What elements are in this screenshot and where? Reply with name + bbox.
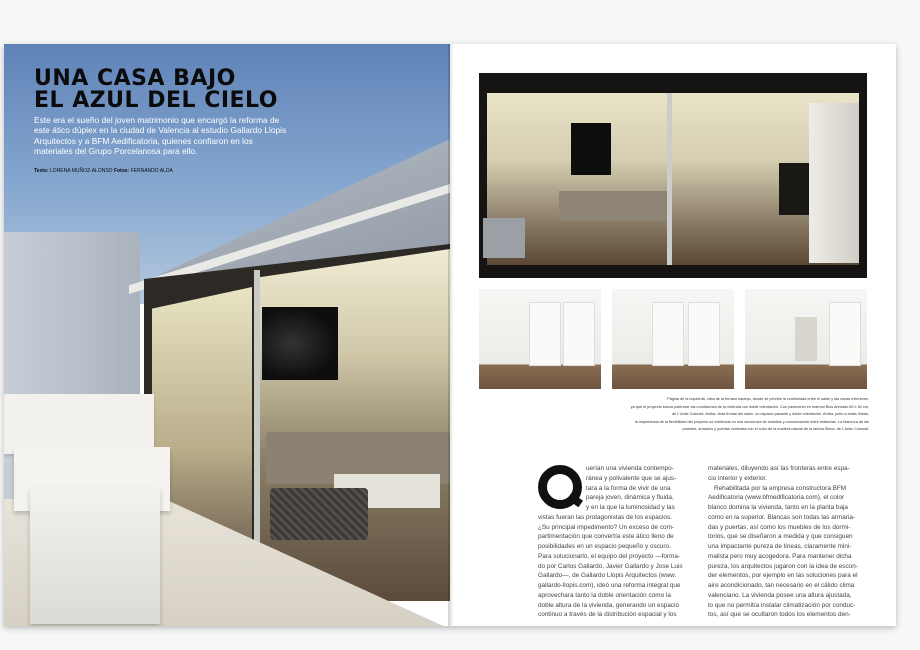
body-line: aprovechara tanto la doble orientación como la — [538, 591, 671, 599]
photo-outdoor-sofa — [4, 394, 154, 454]
page-gutter — [448, 44, 456, 626]
body-line: Para solucionarlo, el equipo del proyecto —forma- — [538, 552, 681, 560]
body-line: do por Carlos Gallardo, Javier Gallardo y Jose Luis — [538, 562, 683, 570]
body-line: ¿Su principal impedimento? Un exceso de com- — [538, 523, 675, 531]
body-line: lo que no permitía instalar climatización por conduc- — [708, 601, 856, 609]
credit-text-author: LORENA MUÑOZ-ALONSO — [50, 168, 113, 174]
body-line: como en la superior. Blancas son todas las armaria- — [708, 513, 856, 521]
body-line: doble altura de la vivienda, generando un espacio — [538, 601, 680, 609]
left-page — [4, 44, 450, 626]
photo-door — [563, 302, 595, 366]
body-line: valenciano. La vivienda posee una altura ajustada, — [708, 591, 852, 599]
photo-mullion — [667, 93, 672, 265]
caption-line: ya que el proyecto busca potenciar las condiciones de la vivienda con doble orientación. Con pavimento en mármol Bios Arenado 60 x 60 cm, — [630, 404, 869, 409]
photo-door — [529, 302, 561, 366]
body-line: malista pero muy acogedora. Para mantener dicha — [708, 552, 852, 560]
hallway-photos — [479, 289, 867, 389]
body-line: materiales, diluyendo así las fronteras entre espa- — [708, 465, 850, 472]
body-line: continuo a través de la distribución espacial y los — [538, 611, 677, 619]
body-line: der elementos, por ejemplo en las soluciones para el — [708, 572, 858, 580]
body-line: una impactante pureza de líneas, claramente mini- — [708, 543, 852, 550]
photo-door — [652, 302, 684, 366]
body-line: ránea y polivalente que se ajus- — [586, 474, 677, 482]
body-line: das y puertas, así como los muebles de los dormi- — [708, 523, 851, 531]
article-intro: Este era el sueño del joven matrimonio que encargó la reforma de este ático dúplex en la ciudad de Valencia al estudio Gallardo Llopis Arquitectos y a BFM Aedificatoria, quienes confiaron en los materiales del Grupo Porcelanosa para ello. — [34, 115, 287, 157]
photo-pouf — [270, 488, 368, 540]
body-column-2 — [708, 464, 868, 620]
title-line: UNA CASA BAJO — [34, 66, 236, 91]
hallway-photo — [745, 289, 867, 389]
body-line: y en la que la luminosidad y las — [586, 504, 675, 511]
caption-line: de L'Antic Colonial. Arriba, vista frontal del salón, un espacio pasante y doble orientación. Arriba, junto a estas líneas, — [671, 412, 869, 417]
title-line: EL AZUL DEL CIELO — [34, 88, 278, 113]
body-line: blanco domina la vivienda, tanto en la planta baja — [708, 504, 848, 511]
right-page — [450, 44, 896, 626]
body-line: cio interior y exterior. — [708, 474, 767, 482]
photo-artwork — [262, 307, 338, 380]
body-line: gallardo-llopis.com), ideó una reforma integral que — [538, 582, 681, 589]
credit-photo-author: FERNANDO ALDA — [130, 168, 173, 174]
article-credits — [34, 168, 173, 174]
caption-line: paredes, armarios y puertas contrasta con el color de la madera natural de la tarima Siena, de L'Antic Colonial. — [682, 427, 869, 432]
photo-artwork — [571, 123, 611, 175]
photo-right-wall — [809, 103, 859, 263]
body-column-1 — [538, 464, 698, 620]
body-line: pureza, los arquitectos jugaron con la idea de escon- — [708, 562, 858, 570]
credit-photo-label: Fotos: — [113, 168, 130, 174]
caption-line: la importancia de la flexibilidad del proyecto se evidencia en una secuencia de estudios y comunicación entre estancias. La blancura de las — [634, 419, 869, 424]
photo-corridor — [795, 317, 817, 361]
photo-tv — [779, 163, 809, 215]
body-line: partimentación que convertía este ático lleno de — [538, 533, 674, 541]
body-line: Gallardo—, de Gallardo Llopis Arquitectos (www. — [538, 572, 677, 580]
photo-chair — [483, 218, 525, 258]
living-room-photo — [479, 73, 867, 278]
hallway-photo — [479, 289, 601, 389]
hallway-photo — [612, 289, 734, 389]
body-line: Aedificatoria (www.bfmedificatoria.com), el color — [708, 494, 845, 502]
body-line: torios, que se diseñaron a medida y que consiguen — [708, 533, 853, 541]
photo-glass-right — [260, 249, 450, 601]
body-line: uerían una vivienda contempo- — [586, 465, 674, 472]
body-line: vistas fueran las protagonistas de los espacios. — [538, 513, 672, 521]
photo-ottoman — [30, 488, 160, 624]
body-line: tara a la forma de vivir de una — [586, 484, 671, 492]
magazine-spread — [4, 44, 896, 626]
photo-mullion — [254, 270, 260, 575]
credit-text-label: Texto: — [34, 168, 49, 174]
article-title — [34, 68, 334, 112]
body-line: aire acondicionado, tan necesario en el cálido clima — [708, 582, 855, 589]
body-line: posibilidades en un espacio pequeño y oscuro. — [538, 543, 671, 550]
body-line: pareja joven, dinámica y fluida, — [586, 494, 674, 502]
caption-line: Página de la izquierda, vista de la terraza naranjo, donde se percibe la continuidad entre el salón y las zonas exteriores, — [667, 397, 869, 401]
body-line: tos, así que se ocultaron todos los elementos den- — [708, 611, 851, 619]
photo-caption — [479, 396, 869, 434]
photo-door — [829, 302, 861, 366]
body-line: Rehabilitada por la empresa constructora BFM — [714, 484, 847, 492]
photo-sofa — [559, 191, 669, 221]
photo-door — [688, 302, 720, 366]
